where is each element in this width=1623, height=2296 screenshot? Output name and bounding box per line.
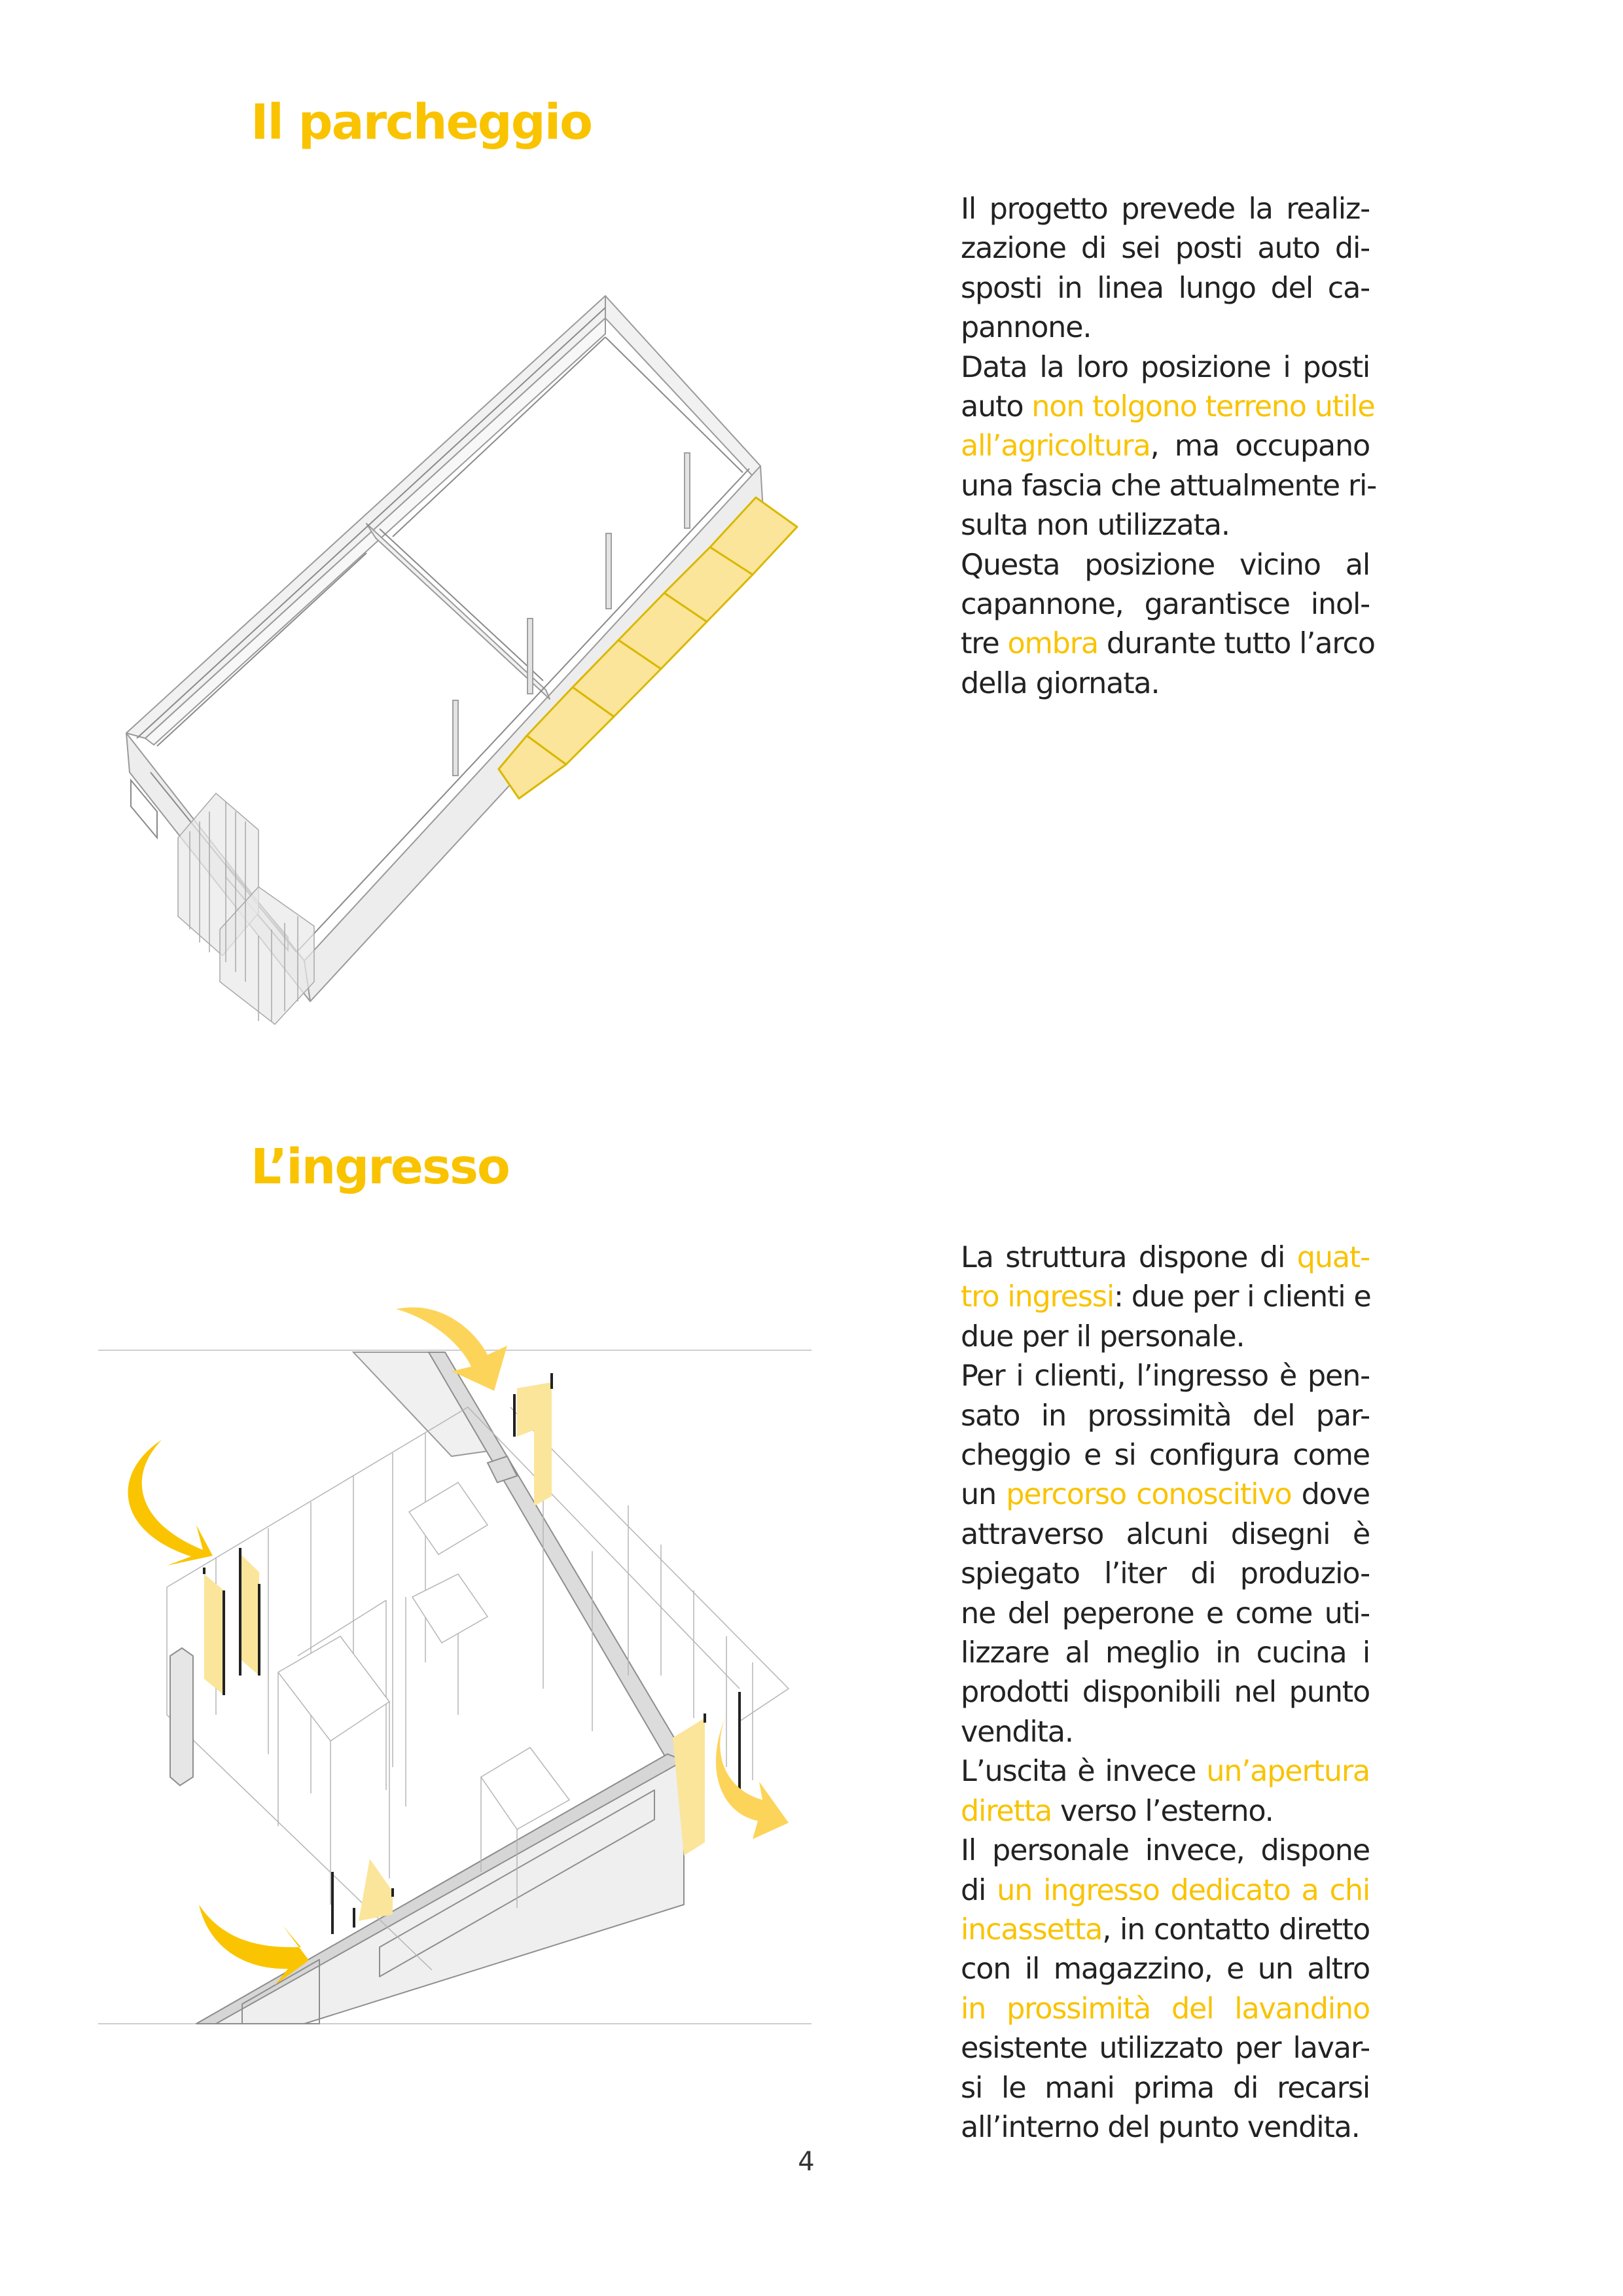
section-title-parcheggio: Il parcheggio [251, 94, 592, 151]
text-segment: si le mani prima di recarsi [961, 2071, 1370, 2105]
entry-arrow-icon [128, 1440, 213, 1566]
door-panel [204, 1574, 224, 1695]
text-segment: Il personale invece, dispone [961, 1834, 1370, 1868]
structural-wall-diagonal [429, 1352, 684, 1761]
door-panel [359, 1859, 393, 1921]
text-segment: due per il personale. [961, 1319, 1245, 1354]
text-segment: La struttura dispone di [961, 1241, 1297, 1274]
highlighted-text: un ingresso dedicato a chi [997, 1873, 1370, 1907]
text-segment: tre [961, 627, 1008, 661]
text-segment: : due per i clienti e [1113, 1280, 1371, 1314]
text-segment: lizzare al meglio in cucina i [961, 1636, 1370, 1670]
text-segment: di [961, 1873, 997, 1907]
highlighted-text: tro ingressi [961, 1280, 1114, 1314]
text-segment: una fascia che attualmente ri- [961, 469, 1376, 503]
highlighted-text: percorso conoscitivo [1006, 1478, 1292, 1512]
highlighted-text: ombra [1007, 627, 1098, 661]
text-segment: prodotti disponibili nel punto [961, 1676, 1370, 1710]
text-segment: Questa posizione vicino al [961, 548, 1370, 582]
highlighted-text: all’agricoltura [961, 429, 1150, 463]
text-segment: sato in prossimità del par- [961, 1399, 1370, 1433]
text-segment: con il magazzino, e un altro [961, 1952, 1370, 1986]
text-segment: capannone, garantisce inol- [961, 588, 1370, 622]
front-wall [196, 1754, 684, 2024]
text-segment: Per i clienti, l’ingresso è pen- [961, 1359, 1370, 1393]
text-segment: Data la loro posizione i posti [961, 350, 1370, 384]
text-segment: dove [1291, 1478, 1370, 1512]
highlighted-text: incassetta [961, 1912, 1103, 1946]
text-segment: Il progetto prevede la realiz- [961, 192, 1370, 226]
text-segment: spiegato l’iter di produzio- [961, 1557, 1370, 1591]
page-number: 4 [798, 2147, 815, 2177]
text-segment: attraverso alcuni disegni è [961, 1517, 1370, 1551]
text-segment: zazione di sei posti auto di- [961, 232, 1370, 266]
door-panel [240, 1554, 259, 1676]
text-segment: all’interno del punto vendita. [961, 2110, 1360, 2144]
highlighted-text: non tolgono terreno utile [1031, 390, 1375, 424]
highlighted-text: quat- [1296, 1241, 1370, 1274]
text-segment: sulta non utilizzata. [961, 509, 1230, 543]
text-segment: verso l’esterno. [1052, 1794, 1274, 1828]
highlighted-text: diretta [961, 1794, 1052, 1828]
text-segment: ne del peperone e come uti- [961, 1596, 1370, 1630]
section-title-ingresso: L’ingresso [251, 1139, 509, 1195]
text-segment: sposti in linea lungo del ca- [961, 271, 1370, 305]
text-segment: un [961, 1478, 1007, 1512]
text-segment: auto [961, 390, 1032, 424]
text-segment: vendita. [961, 1715, 1073, 1749]
text-segment: esistente utilizzato per lavar- [961, 2032, 1370, 2066]
highlighted-text: in prossimità del lavandino [961, 1992, 1370, 2026]
text-segment: L’uscita è invece [961, 1755, 1207, 1789]
column [170, 1648, 193, 1785]
text-segment: , in contatto diretto [1102, 1912, 1370, 1946]
text-segment: della giornata. [961, 666, 1160, 700]
text-segment: pannone. [961, 311, 1092, 345]
text-segment: cheggio e si configura come [961, 1439, 1370, 1473]
text-segment: , ma occupano [1150, 429, 1370, 463]
highlighted-text: un’apertura [1206, 1755, 1370, 1789]
text-segment: durante tutto l’arco [1097, 627, 1375, 661]
